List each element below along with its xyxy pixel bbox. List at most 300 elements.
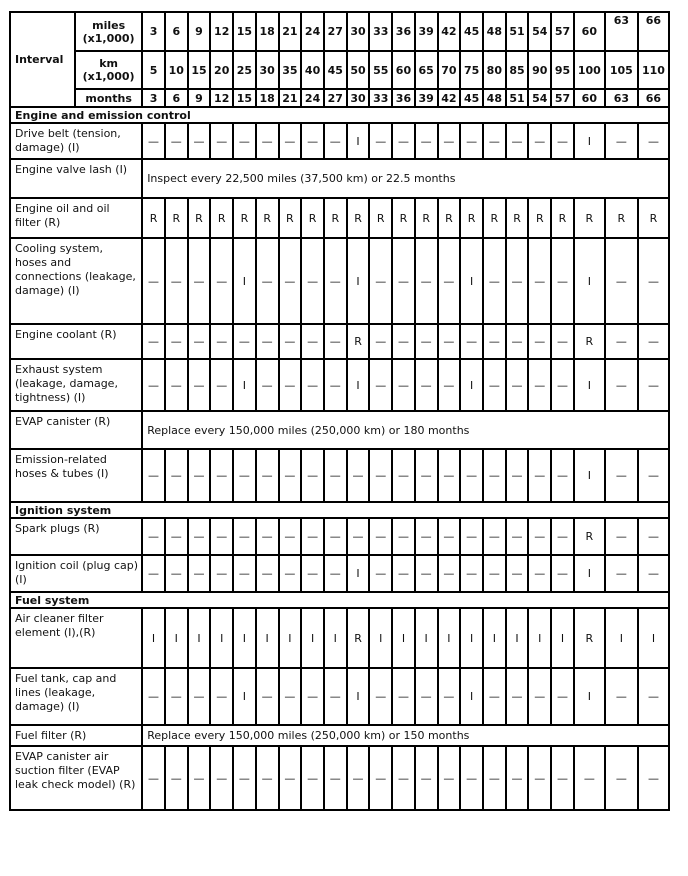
schedule-cell: — bbox=[347, 746, 370, 810]
months-value: 9 bbox=[188, 89, 211, 107]
item-label: Emission-related hoses & tubes (I) bbox=[10, 449, 142, 502]
schedule-cell: — bbox=[392, 746, 415, 810]
schedule-cell: — bbox=[233, 518, 256, 555]
schedule-cell: — bbox=[460, 518, 483, 555]
schedule-cell: I bbox=[605, 608, 638, 668]
schedule-cell: — bbox=[438, 518, 461, 555]
schedule-cell: R bbox=[347, 198, 370, 238]
schedule-cell: — bbox=[142, 668, 165, 725]
schedule-cell: — bbox=[369, 238, 392, 324]
schedule-cell: — bbox=[233, 555, 256, 592]
schedule-cell: — bbox=[301, 668, 324, 725]
table-row bbox=[10, 411, 669, 449]
schedule-cell: — bbox=[574, 746, 605, 810]
schedule-cell: — bbox=[279, 359, 302, 411]
schedule-cell: — bbox=[551, 555, 574, 592]
schedule-cell: — bbox=[415, 518, 438, 555]
table-row bbox=[10, 123, 669, 159]
schedule-cell: — bbox=[638, 449, 669, 502]
km-value: 80 bbox=[483, 51, 506, 89]
item-label: Drive belt (tension, damage) (I) bbox=[10, 123, 142, 159]
interval-label: Interval bbox=[10, 12, 75, 107]
section-title: Ignition system bbox=[10, 502, 669, 518]
schedule-cell: — bbox=[142, 324, 165, 359]
schedule-cell: — bbox=[279, 555, 302, 592]
schedule-cell: I bbox=[638, 608, 669, 668]
schedule-cell: R bbox=[574, 324, 605, 359]
maintenance-schedule-table bbox=[9, 11, 670, 811]
schedule-cell: — bbox=[605, 123, 638, 159]
schedule-cell: — bbox=[483, 746, 506, 810]
item-label: Engine valve lash (I) bbox=[10, 159, 142, 198]
schedule-cell: — bbox=[324, 123, 347, 159]
table-row bbox=[10, 518, 669, 555]
item-label: Engine oil and oil filter (R) bbox=[10, 198, 142, 238]
schedule-cell: — bbox=[142, 449, 165, 502]
schedule-cell: R bbox=[347, 608, 370, 668]
schedule-cell: — bbox=[233, 123, 256, 159]
schedule-cell: R bbox=[369, 198, 392, 238]
months-value: 39 bbox=[415, 89, 438, 107]
schedule-cell: — bbox=[369, 324, 392, 359]
section-row bbox=[10, 502, 669, 518]
schedule-cell: — bbox=[506, 518, 529, 555]
km-value: 100 bbox=[574, 51, 605, 89]
months-value: 42 bbox=[438, 89, 461, 107]
schedule-cell: I bbox=[574, 555, 605, 592]
schedule-cell: — bbox=[605, 518, 638, 555]
months-value: 27 bbox=[324, 89, 347, 107]
schedule-cell: I bbox=[279, 608, 302, 668]
item-label: Cooling system, hoses and connections (leakage, damage) (I) bbox=[10, 238, 142, 324]
km-value: 25 bbox=[233, 51, 256, 89]
miles-value: 27 bbox=[324, 12, 347, 51]
schedule-cell: I bbox=[574, 359, 605, 411]
schedule-cell: — bbox=[369, 359, 392, 411]
schedule-cell: — bbox=[438, 324, 461, 359]
table-row bbox=[10, 555, 669, 592]
schedule-cell: — bbox=[392, 449, 415, 502]
miles-value: 6 bbox=[165, 12, 188, 51]
schedule-cell: — bbox=[528, 555, 551, 592]
schedule-cell: — bbox=[369, 518, 392, 555]
schedule-cell: — bbox=[460, 449, 483, 502]
schedule-cell: — bbox=[233, 324, 256, 359]
schedule-cell: — bbox=[142, 359, 165, 411]
schedule-cell: — bbox=[210, 123, 233, 159]
schedule-cell: — bbox=[210, 518, 233, 555]
miles-value: 57 bbox=[551, 12, 574, 51]
schedule-cell: R bbox=[324, 198, 347, 238]
schedule-cell: — bbox=[142, 238, 165, 324]
km-unit-label: km (x1,000) bbox=[75, 51, 142, 89]
schedule-cell: — bbox=[415, 449, 438, 502]
schedule-cell: — bbox=[528, 518, 551, 555]
schedule-cell: — bbox=[369, 746, 392, 810]
schedule-cell: I bbox=[347, 555, 370, 592]
schedule-cell: — bbox=[165, 123, 188, 159]
schedule-cell: I bbox=[460, 238, 483, 324]
schedule-cell: — bbox=[369, 123, 392, 159]
miles-value: 36 bbox=[392, 12, 415, 51]
schedule-cell: — bbox=[279, 518, 302, 555]
schedule-cell: — bbox=[415, 746, 438, 810]
months-value: 3 bbox=[142, 89, 165, 107]
table-row bbox=[10, 668, 669, 725]
schedule-cell: — bbox=[301, 746, 324, 810]
schedule-cell: — bbox=[165, 238, 188, 324]
schedule-cell: — bbox=[460, 123, 483, 159]
months-value: 63 bbox=[605, 89, 638, 107]
item-label: EVAP canister air suction filter (EVAP leak check model) (R) bbox=[10, 746, 142, 810]
schedule-cell: — bbox=[210, 238, 233, 324]
schedule-cell: — bbox=[605, 668, 638, 725]
km-value: 75 bbox=[460, 51, 483, 89]
schedule-cell: — bbox=[638, 238, 669, 324]
schedule-cell: — bbox=[301, 555, 324, 592]
months-value: 60 bbox=[574, 89, 605, 107]
schedule-cell: — bbox=[551, 359, 574, 411]
miles-value: 24 bbox=[301, 12, 324, 51]
km-value: 35 bbox=[279, 51, 302, 89]
schedule-cell: — bbox=[506, 324, 529, 359]
schedule-cell: R bbox=[142, 198, 165, 238]
schedule-cell: — bbox=[638, 668, 669, 725]
schedule-cell: — bbox=[256, 518, 279, 555]
item-label: Spark plugs (R) bbox=[10, 518, 142, 555]
schedule-cell: I bbox=[233, 668, 256, 725]
schedule-cell: R bbox=[605, 198, 638, 238]
schedule-cell: — bbox=[347, 449, 370, 502]
schedule-cell: — bbox=[460, 746, 483, 810]
miles-value: 45 bbox=[460, 12, 483, 51]
schedule-cell: — bbox=[392, 324, 415, 359]
schedule-cell: — bbox=[605, 555, 638, 592]
miles-value: 63 bbox=[605, 12, 638, 51]
km-value: 40 bbox=[301, 51, 324, 89]
item-label: Fuel tank, cap and lines (leakage, damage) (I) bbox=[10, 668, 142, 725]
months-value: 66 bbox=[638, 89, 669, 107]
schedule-cell: — bbox=[279, 238, 302, 324]
schedule-cell: — bbox=[605, 746, 638, 810]
schedule-cell: I bbox=[233, 238, 256, 324]
miles-value: 21 bbox=[279, 12, 302, 51]
schedule-cell: — bbox=[483, 238, 506, 324]
schedule-cell: I bbox=[574, 238, 605, 324]
schedule-cell: — bbox=[528, 123, 551, 159]
schedule-cell: — bbox=[301, 359, 324, 411]
schedule-cell: I bbox=[483, 608, 506, 668]
schedule-cell: — bbox=[301, 518, 324, 555]
schedule-cell: R bbox=[438, 198, 461, 238]
km-value: 5 bbox=[142, 51, 165, 89]
schedule-cell: — bbox=[605, 324, 638, 359]
schedule-cell: — bbox=[528, 668, 551, 725]
schedule-cell: I bbox=[369, 608, 392, 668]
km-value: 30 bbox=[256, 51, 279, 89]
item-label: Ignition coil (plug cap) (I) bbox=[10, 555, 142, 592]
schedule-cell: R bbox=[279, 198, 302, 238]
schedule-cell: I bbox=[347, 359, 370, 411]
km-value: 10 bbox=[165, 51, 188, 89]
schedule-cell: — bbox=[324, 668, 347, 725]
schedule-cell: — bbox=[528, 324, 551, 359]
schedule-cell: — bbox=[256, 324, 279, 359]
schedule-cell: — bbox=[347, 518, 370, 555]
schedule-cell: R bbox=[574, 198, 605, 238]
km-value: 55 bbox=[369, 51, 392, 89]
km-value: 15 bbox=[188, 51, 211, 89]
schedule-cell: — bbox=[233, 449, 256, 502]
schedule-cell: — bbox=[415, 359, 438, 411]
months-value: 18 bbox=[256, 89, 279, 107]
schedule-cell: R bbox=[483, 198, 506, 238]
header-row-km bbox=[10, 51, 669, 89]
schedule-cell: — bbox=[638, 746, 669, 810]
schedule-cell: I bbox=[165, 608, 188, 668]
miles-value: 15 bbox=[233, 12, 256, 51]
section-title: Engine and emission control bbox=[10, 107, 669, 123]
schedule-cell: I bbox=[210, 608, 233, 668]
km-value: 50 bbox=[347, 51, 370, 89]
table-row bbox=[10, 159, 669, 198]
miles-value: 33 bbox=[369, 12, 392, 51]
months-value: 57 bbox=[551, 89, 574, 107]
schedule-cell: R bbox=[233, 198, 256, 238]
schedule-cell: — bbox=[324, 238, 347, 324]
schedule-cell: — bbox=[438, 359, 461, 411]
item-label: Exhaust system (leakage, damage, tightness) (I) bbox=[10, 359, 142, 411]
interval-note: Replace every 150,000 miles (250,000 km) or 180 months bbox=[142, 411, 669, 449]
schedule-cell: — bbox=[460, 324, 483, 359]
table-row bbox=[10, 198, 669, 238]
table-row bbox=[10, 725, 669, 746]
months-value: 48 bbox=[483, 89, 506, 107]
schedule-cell: — bbox=[279, 123, 302, 159]
schedule-cell: I bbox=[233, 359, 256, 411]
schedule-cell: — bbox=[188, 746, 211, 810]
schedule-cell: — bbox=[256, 746, 279, 810]
schedule-cell: — bbox=[324, 449, 347, 502]
schedule-cell: — bbox=[415, 668, 438, 725]
km-value: 60 bbox=[392, 51, 415, 89]
schedule-cell: I bbox=[438, 608, 461, 668]
km-value: 70 bbox=[438, 51, 461, 89]
schedule-cell: — bbox=[233, 746, 256, 810]
schedule-cell: — bbox=[279, 324, 302, 359]
schedule-cell: — bbox=[324, 555, 347, 592]
interval-note: Replace every 150,000 miles (250,000 km) or 150 months bbox=[142, 725, 669, 746]
schedule-cell: — bbox=[551, 324, 574, 359]
miles-value: 9 bbox=[188, 12, 211, 51]
schedule-cell: — bbox=[165, 746, 188, 810]
months-value: 51 bbox=[506, 89, 529, 107]
schedule-cell: I bbox=[506, 608, 529, 668]
schedule-cell: — bbox=[605, 238, 638, 324]
schedule-cell: — bbox=[188, 668, 211, 725]
months-value: 12 bbox=[210, 89, 233, 107]
schedule-cell: — bbox=[188, 449, 211, 502]
schedule-cell: — bbox=[551, 238, 574, 324]
schedule-cell: — bbox=[506, 555, 529, 592]
miles-value: 3 bbox=[142, 12, 165, 51]
miles-value: 42 bbox=[438, 12, 461, 51]
miles-value: 39 bbox=[415, 12, 438, 51]
schedule-cell: — bbox=[528, 359, 551, 411]
item-label: Air cleaner filter element (I),(R) bbox=[10, 608, 142, 668]
schedule-cell: R bbox=[210, 198, 233, 238]
schedule-cell: — bbox=[301, 449, 324, 502]
schedule-cell: — bbox=[438, 123, 461, 159]
schedule-cell: — bbox=[506, 746, 529, 810]
schedule-cell: — bbox=[279, 746, 302, 810]
schedule-cell: — bbox=[392, 238, 415, 324]
schedule-cell: R bbox=[460, 198, 483, 238]
schedule-cell: I bbox=[551, 608, 574, 668]
months-value: 33 bbox=[369, 89, 392, 107]
schedule-cell: — bbox=[638, 123, 669, 159]
schedule-cell: — bbox=[165, 359, 188, 411]
schedule-cell: — bbox=[528, 746, 551, 810]
km-value: 105 bbox=[605, 51, 638, 89]
schedule-cell: I bbox=[256, 608, 279, 668]
schedule-cell: — bbox=[483, 359, 506, 411]
schedule-cell: I bbox=[528, 608, 551, 668]
schedule-cell: — bbox=[483, 518, 506, 555]
schedule-cell: R bbox=[301, 198, 324, 238]
schedule-cell: — bbox=[256, 238, 279, 324]
schedule-cell: R bbox=[256, 198, 279, 238]
schedule-cell: — bbox=[210, 668, 233, 725]
schedule-cell: I bbox=[574, 668, 605, 725]
schedule-cell: — bbox=[279, 449, 302, 502]
schedule-cell: — bbox=[279, 668, 302, 725]
schedule-cell: — bbox=[301, 123, 324, 159]
schedule-cell: — bbox=[165, 518, 188, 555]
table-row bbox=[10, 449, 669, 502]
schedule-cell: — bbox=[256, 123, 279, 159]
schedule-cell: — bbox=[210, 746, 233, 810]
months-value: 36 bbox=[392, 89, 415, 107]
schedule-cell: — bbox=[256, 555, 279, 592]
header-row-miles bbox=[10, 12, 669, 51]
schedule-cell: — bbox=[165, 555, 188, 592]
schedule-cell: — bbox=[324, 359, 347, 411]
schedule-cell: — bbox=[506, 238, 529, 324]
schedule-cell: — bbox=[605, 449, 638, 502]
schedule-cell: I bbox=[460, 668, 483, 725]
schedule-cell: — bbox=[415, 324, 438, 359]
schedule-cell: — bbox=[506, 449, 529, 502]
section-row bbox=[10, 592, 669, 608]
section-title: Fuel system bbox=[10, 592, 669, 608]
miles-value: 48 bbox=[483, 12, 506, 51]
schedule-cell: — bbox=[301, 238, 324, 324]
schedule-cell: — bbox=[188, 518, 211, 555]
schedule-cell: R bbox=[415, 198, 438, 238]
schedule-cell: — bbox=[438, 746, 461, 810]
schedule-cell: — bbox=[483, 123, 506, 159]
table-row bbox=[10, 746, 669, 810]
schedule-cell: — bbox=[142, 518, 165, 555]
miles-value: 60 bbox=[574, 12, 605, 51]
schedule-cell: — bbox=[142, 746, 165, 810]
schedule-cell: — bbox=[188, 359, 211, 411]
schedule-cell: R bbox=[528, 198, 551, 238]
months-unit-label: months bbox=[75, 89, 142, 107]
schedule-cell: — bbox=[483, 449, 506, 502]
schedule-cell: — bbox=[438, 668, 461, 725]
interval-note: Inspect every 22,500 miles (37,500 km) or 22.5 months bbox=[142, 159, 669, 198]
schedule-cell: — bbox=[142, 555, 165, 592]
schedule-cell: — bbox=[638, 324, 669, 359]
schedule-cell: — bbox=[392, 123, 415, 159]
schedule-cell: I bbox=[460, 608, 483, 668]
schedule-cell: — bbox=[301, 324, 324, 359]
miles-value: 54 bbox=[528, 12, 551, 51]
schedule-cell: — bbox=[438, 449, 461, 502]
schedule-cell: — bbox=[506, 123, 529, 159]
schedule-cell: — bbox=[438, 555, 461, 592]
months-value: 54 bbox=[528, 89, 551, 107]
schedule-cell: — bbox=[415, 238, 438, 324]
schedule-cell: — bbox=[210, 555, 233, 592]
schedule-cell: — bbox=[460, 555, 483, 592]
schedule-cell: R bbox=[551, 198, 574, 238]
schedule-cell: — bbox=[165, 324, 188, 359]
schedule-cell: R bbox=[574, 608, 605, 668]
schedule-cell: — bbox=[188, 555, 211, 592]
miles-unit-label: miles (x1,000) bbox=[75, 12, 142, 51]
schedule-cell: — bbox=[528, 238, 551, 324]
schedule-cell: — bbox=[638, 359, 669, 411]
schedule-cell: — bbox=[210, 359, 233, 411]
schedule-cell: — bbox=[210, 449, 233, 502]
km-value: 110 bbox=[638, 51, 669, 89]
schedule-cell: — bbox=[188, 238, 211, 324]
schedule-cell: — bbox=[392, 518, 415, 555]
km-value: 90 bbox=[528, 51, 551, 89]
schedule-cell: I bbox=[188, 608, 211, 668]
months-value: 21 bbox=[279, 89, 302, 107]
schedule-cell: R bbox=[392, 198, 415, 238]
schedule-cell: I bbox=[324, 608, 347, 668]
schedule-cell: — bbox=[142, 123, 165, 159]
table-row bbox=[10, 608, 669, 668]
schedule-cell: R bbox=[188, 198, 211, 238]
schedule-cell: R bbox=[574, 518, 605, 555]
schedule-cell: — bbox=[506, 359, 529, 411]
schedule-cell: — bbox=[392, 668, 415, 725]
km-value: 95 bbox=[551, 51, 574, 89]
schedule-cell: — bbox=[256, 449, 279, 502]
miles-value: 66 bbox=[638, 12, 669, 51]
schedule-cell: — bbox=[506, 668, 529, 725]
months-value: 30 bbox=[347, 89, 370, 107]
schedule-cell: — bbox=[210, 324, 233, 359]
schedule-cell: — bbox=[483, 555, 506, 592]
miles-value: 30 bbox=[347, 12, 370, 51]
schedule-cell: — bbox=[392, 359, 415, 411]
schedule-cell: — bbox=[438, 238, 461, 324]
schedule-cell: I bbox=[574, 123, 605, 159]
schedule-cell: R bbox=[506, 198, 529, 238]
schedule-cell: I bbox=[392, 608, 415, 668]
schedule-cell: — bbox=[551, 668, 574, 725]
schedule-cell: — bbox=[551, 746, 574, 810]
schedule-cell: — bbox=[369, 449, 392, 502]
schedule-cell: R bbox=[638, 198, 669, 238]
